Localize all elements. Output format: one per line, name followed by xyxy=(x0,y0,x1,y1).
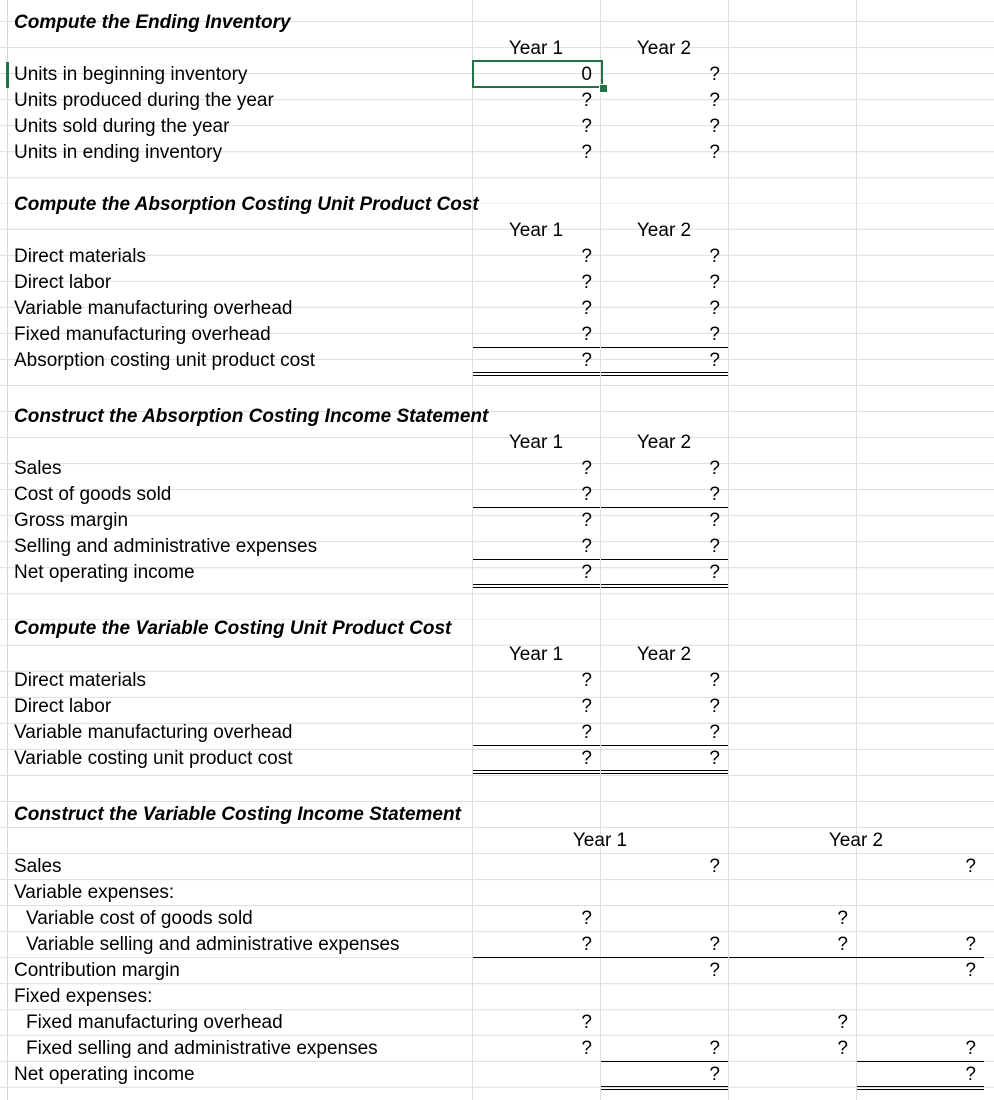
header-year-2[interactable]: Year 2 xyxy=(636,644,692,665)
row-label[interactable]: Variable manufacturing overhead xyxy=(14,722,293,743)
row-label[interactable]: Fixed selling and administrative expenses xyxy=(26,1038,378,1059)
total-double-line xyxy=(473,372,600,376)
cell-year-2-total[interactable]: ? xyxy=(965,934,976,955)
cell-year-1-total[interactable]: ? xyxy=(709,856,720,877)
header-year-1[interactable]: Year 1 xyxy=(508,432,564,453)
row-label[interactable]: Gross margin xyxy=(14,510,129,531)
cell-year-1[interactable]: ? xyxy=(581,458,592,479)
cell-year-1[interactable]: ? xyxy=(581,696,592,717)
row-label[interactable]: Cost of goods sold xyxy=(14,484,172,505)
row-label[interactable]: Net operating income xyxy=(14,562,195,583)
cell-year-1[interactable]: ? xyxy=(581,246,592,267)
total-double-line xyxy=(601,372,728,376)
cell-year-1[interactable]: ? xyxy=(581,350,592,371)
cell-year-2[interactable]: ? xyxy=(709,748,720,769)
cell-year-1[interactable]: ? xyxy=(581,324,592,345)
cell-year-1-detail[interactable]: ? xyxy=(581,908,592,929)
row-label[interactable]: Contribution margin xyxy=(14,960,180,981)
row-label[interactable]: Direct labor xyxy=(14,696,112,717)
row-label[interactable]: Absorption costing unit product cost xyxy=(14,350,316,371)
total-double-line xyxy=(601,770,728,774)
header-year-1[interactable]: Year 1 xyxy=(572,830,628,851)
cell-year-2[interactable]: ? xyxy=(709,484,720,505)
cell-year-2[interactable]: ? xyxy=(709,116,720,137)
section-title-absorption-income[interactable]: Construct the Absorption Costing Income Statement xyxy=(14,406,489,427)
row-label[interactable]: Sales xyxy=(14,856,62,877)
row-label[interactable]: Direct materials xyxy=(14,246,146,267)
cell-year-2-total[interactable]: ? xyxy=(965,856,976,877)
total-double-line xyxy=(601,1086,728,1090)
cell-year-2[interactable]: ? xyxy=(709,90,720,111)
selected-cell-outline xyxy=(472,60,603,88)
total-double-line xyxy=(601,584,728,588)
header-year-1[interactable]: Year 1 xyxy=(508,220,564,241)
cell-year-1-detail[interactable]: ? xyxy=(581,934,592,955)
cell-year-2[interactable]: ? xyxy=(709,536,720,557)
header-year-2[interactable]: Year 2 xyxy=(828,830,884,851)
row-label[interactable]: Variable cost of goods sold xyxy=(26,908,253,929)
header-year-1[interactable]: Year 1 xyxy=(508,644,564,665)
cell-year-2[interactable]: ? xyxy=(709,350,720,371)
cell-year-1-total[interactable]: ? xyxy=(709,960,720,981)
cell-year-2-total[interactable]: ? xyxy=(965,960,976,981)
cell-year-2-detail[interactable]: ? xyxy=(837,1038,848,1059)
header-year-1[interactable]: Year 1 xyxy=(508,38,564,59)
cell-year-1[interactable]: ? xyxy=(581,484,592,505)
cell-year-1[interactable]: ? xyxy=(581,272,592,293)
cell-year-1[interactable]: ? xyxy=(581,116,592,137)
row-label[interactable]: Direct labor xyxy=(14,272,112,293)
cell-year-2-total[interactable]: ? xyxy=(965,1038,976,1059)
row-label[interactable]: Variable manufacturing overhead xyxy=(14,298,293,319)
total-double-line xyxy=(857,1086,984,1090)
row-label[interactable]: Units in ending inventory xyxy=(14,142,223,163)
cell-year-2[interactable]: ? xyxy=(709,510,720,531)
cell-year-2[interactable]: ? xyxy=(709,142,720,163)
total-double-line xyxy=(473,584,600,588)
active-row-indicator xyxy=(6,62,9,88)
cell-year-2[interactable]: ? xyxy=(709,64,720,85)
cell-year-1[interactable]: ? xyxy=(581,90,592,111)
cell-year-2[interactable]: ? xyxy=(709,298,720,319)
row-label[interactable]: Units produced during the year xyxy=(14,90,274,111)
row-label[interactable]: Fixed manufacturing overhead xyxy=(26,1012,283,1033)
cell-year-2[interactable]: ? xyxy=(709,272,720,293)
cell-year-1-detail[interactable]: ? xyxy=(581,1038,592,1059)
row-label[interactable]: Units in beginning inventory xyxy=(14,64,248,85)
cell-year-2[interactable]: ? xyxy=(709,696,720,717)
section-title-variable-income[interactable]: Construct the Variable Costing Income Statement xyxy=(14,804,461,825)
row-label[interactable]: Fixed manufacturing overhead xyxy=(14,324,271,345)
cell-year-2[interactable]: ? xyxy=(709,246,720,267)
row-label[interactable]: Sales xyxy=(14,458,62,479)
cell-year-2-detail[interactable]: ? xyxy=(837,908,848,929)
cell-year-2-detail[interactable]: ? xyxy=(837,1012,848,1033)
cell-year-1[interactable]: ? xyxy=(581,510,592,531)
section-title-absorption-unit-cost[interactable]: Compute the Absorption Costing Unit Product Cost xyxy=(14,194,479,215)
cell-year-1-total[interactable]: ? xyxy=(709,934,720,955)
cell-year-1-total[interactable]: ? xyxy=(709,1038,720,1059)
header-year-2[interactable]: Year 2 xyxy=(636,38,692,59)
fill-handle[interactable] xyxy=(599,84,608,93)
header-year-2[interactable]: Year 2 xyxy=(636,220,692,241)
cell-year-2[interactable]: ? xyxy=(709,562,720,583)
cell-year-2-detail[interactable]: ? xyxy=(837,934,848,955)
cell-year-2-total[interactable]: ? xyxy=(965,1064,976,1085)
cell-year-2[interactable]: ? xyxy=(709,670,720,691)
row-label[interactable]: Selling and administrative expenses xyxy=(14,536,318,557)
cell-year-1[interactable]: 0 xyxy=(581,64,592,85)
cell-year-1[interactable]: ? xyxy=(581,670,592,691)
cell-year-2[interactable]: ? xyxy=(709,722,720,743)
cell-year-1[interactable]: ? xyxy=(581,748,592,769)
row-label[interactable]: Variable costing unit product cost xyxy=(14,748,293,769)
cell-year-2[interactable]: ? xyxy=(709,458,720,479)
row-label[interactable]: Direct materials xyxy=(14,670,146,691)
cell-year-2[interactable]: ? xyxy=(709,324,720,345)
cell-year-1[interactable]: ? xyxy=(581,298,592,319)
header-year-2[interactable]: Year 2 xyxy=(636,432,692,453)
row-label[interactable]: Fixed expenses: xyxy=(14,986,153,1007)
row-label[interactable]: Net operating income xyxy=(14,1064,195,1085)
row-label[interactable]: Variable expenses: xyxy=(14,882,175,903)
section-title-ending-inventory[interactable]: Compute the Ending Inventory xyxy=(14,12,291,33)
cell-year-1[interactable]: ? xyxy=(581,722,592,743)
cell-year-1-total[interactable]: ? xyxy=(709,1064,720,1085)
cell-year-1-detail[interactable]: ? xyxy=(581,1012,592,1033)
cell-year-1[interactable]: ? xyxy=(581,142,592,163)
cell-year-1[interactable]: ? xyxy=(581,562,592,583)
section-title-variable-unit-cost[interactable]: Compute the Variable Costing Unit Product Cost xyxy=(14,618,452,639)
row-label[interactable]: Variable selling and administrative expenses xyxy=(26,934,400,955)
cell-year-1[interactable]: ? xyxy=(581,536,592,557)
total-double-line xyxy=(473,770,600,774)
row-label[interactable]: Units sold during the year xyxy=(14,116,230,137)
